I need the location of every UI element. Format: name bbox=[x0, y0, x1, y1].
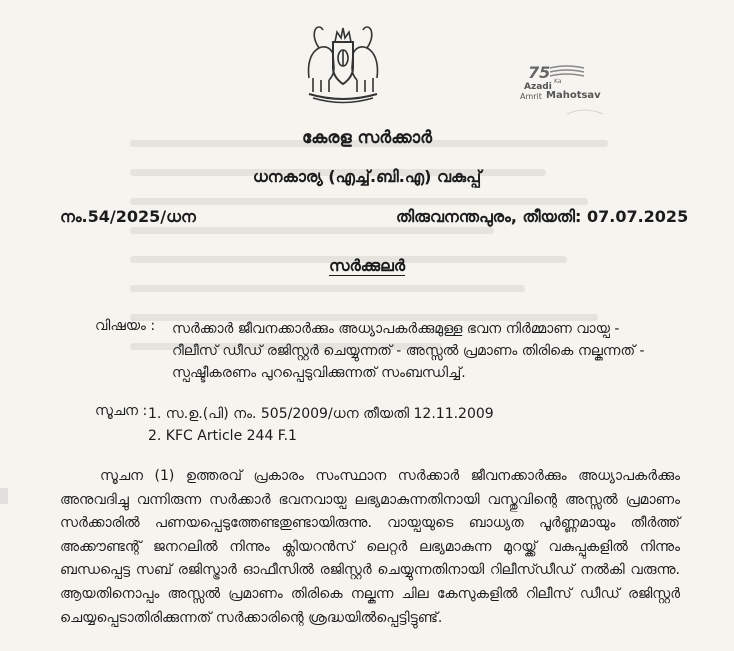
svg-text:75: 75 bbox=[528, 63, 551, 82]
faint-mark-icon bbox=[565, 102, 605, 118]
subject-text: സർക്കാർ ജീവനക്കാർക്കും അധ്യാപകർക്കുമുള്ള ഭവന നിർമ്മാണ വായ്പ - റീലീസ് ഡീഡ് രജിസ്റ്റർ ചെയ്യുന്നത് - അസ്സൽ പ്രമാണം തിരികെ നല്കുന്നത് - സ്പഷ്ടീകരണം പുറപ്പെടുവിക്കുന്നത് സംബന്ധിച്ച്. bbox=[172, 321, 645, 381]
circular-label: സർക്കുലർ bbox=[328, 256, 406, 275]
government-title: കേരള സർക്കാർ bbox=[301, 128, 433, 148]
logo-mahotsav-text: Mahotsav bbox=[546, 90, 601, 101]
document-type-heading bbox=[0, 256, 734, 276]
body-paragraph: സൂചന (1) ഉത്തരവ് പ്രകാരം സംസ്ഥാന സർക്കാർ ജീവനക്കാർക്കും അധ്യാപകർക്കും അനുവദിച്ചു വന്നിരുന്ന സർക്കാർ ഭവനവായ്പ ലഭ്യമാകുന്നതിനായി വസ്തുവിന്റെ അസ്സൽ പ്രമാണം സർക്കാരിൽ പണയപ്പെടുത്തേണ്ടതുണ്ടായിരുന്നു. വായ്പയുടെ ബാധ്യത പൂർണ്ണമായും തീർത്ത് അക്കൗണ്ടന്റ് ജനറലിൽ നിന്നും ക്ലിയറൻസ് ലെറ്റർ ലഭ്യമാകുന്ന മുറയ്ക്ക് വകുപ്പുകളിൽ നിന്നും ബന്ധപ്പെട്ട സബ് രജിസ്ട്രാർ ഓഫീസിൽ രജിസ്റ്റർ ചെയ്യുന്നതിനായി റിലീസ്ഡീഡ് നൽകി വരുന്നു. ആയതിനൊപ്പം അസ്സൽ പ്രമാണം തിരികെ നല്കുന്ന ചില കേസുകളിൽ റിലീസ് ഡീഡ് രജിസ്റ്റർ ചെയ്യപ്പെടാതിരിക്കുന്നത് സർക്കാരിന്റെ ശ്രദ്ധയിൽപ്പെട്ടിട്ടുണ്ട്. bbox=[60, 468, 680, 626]
references-list bbox=[148, 403, 494, 447]
subject-label: വിഷയം : bbox=[95, 318, 156, 334]
reference-item: 1. സ.ഉ.(പി) നം. 505/2009/ധന തീയതി 12.11.2009 bbox=[148, 406, 494, 422]
references-label: സൂചന : bbox=[95, 403, 148, 419]
logo-amrit-text: Amrit bbox=[520, 92, 542, 101]
reference-item: 2. KFC Article 244 F.1 bbox=[148, 428, 297, 444]
department-title: ധനകാര്യ (എച്ച്.ബി.എ) വകുപ്പ് bbox=[252, 167, 482, 186]
logo-ka-text: Ka bbox=[554, 78, 562, 85]
page-edge-mark bbox=[0, 488, 8, 504]
place-and-date: തിരുവനന്തപുരം, തീയതി: 07.07.2025 bbox=[396, 207, 689, 226]
kerala-emblem-icon bbox=[303, 8, 383, 110]
reference-number: നം.54/2025/ധന bbox=[60, 207, 196, 226]
logo-azadi-text: Azadi bbox=[524, 82, 552, 92]
